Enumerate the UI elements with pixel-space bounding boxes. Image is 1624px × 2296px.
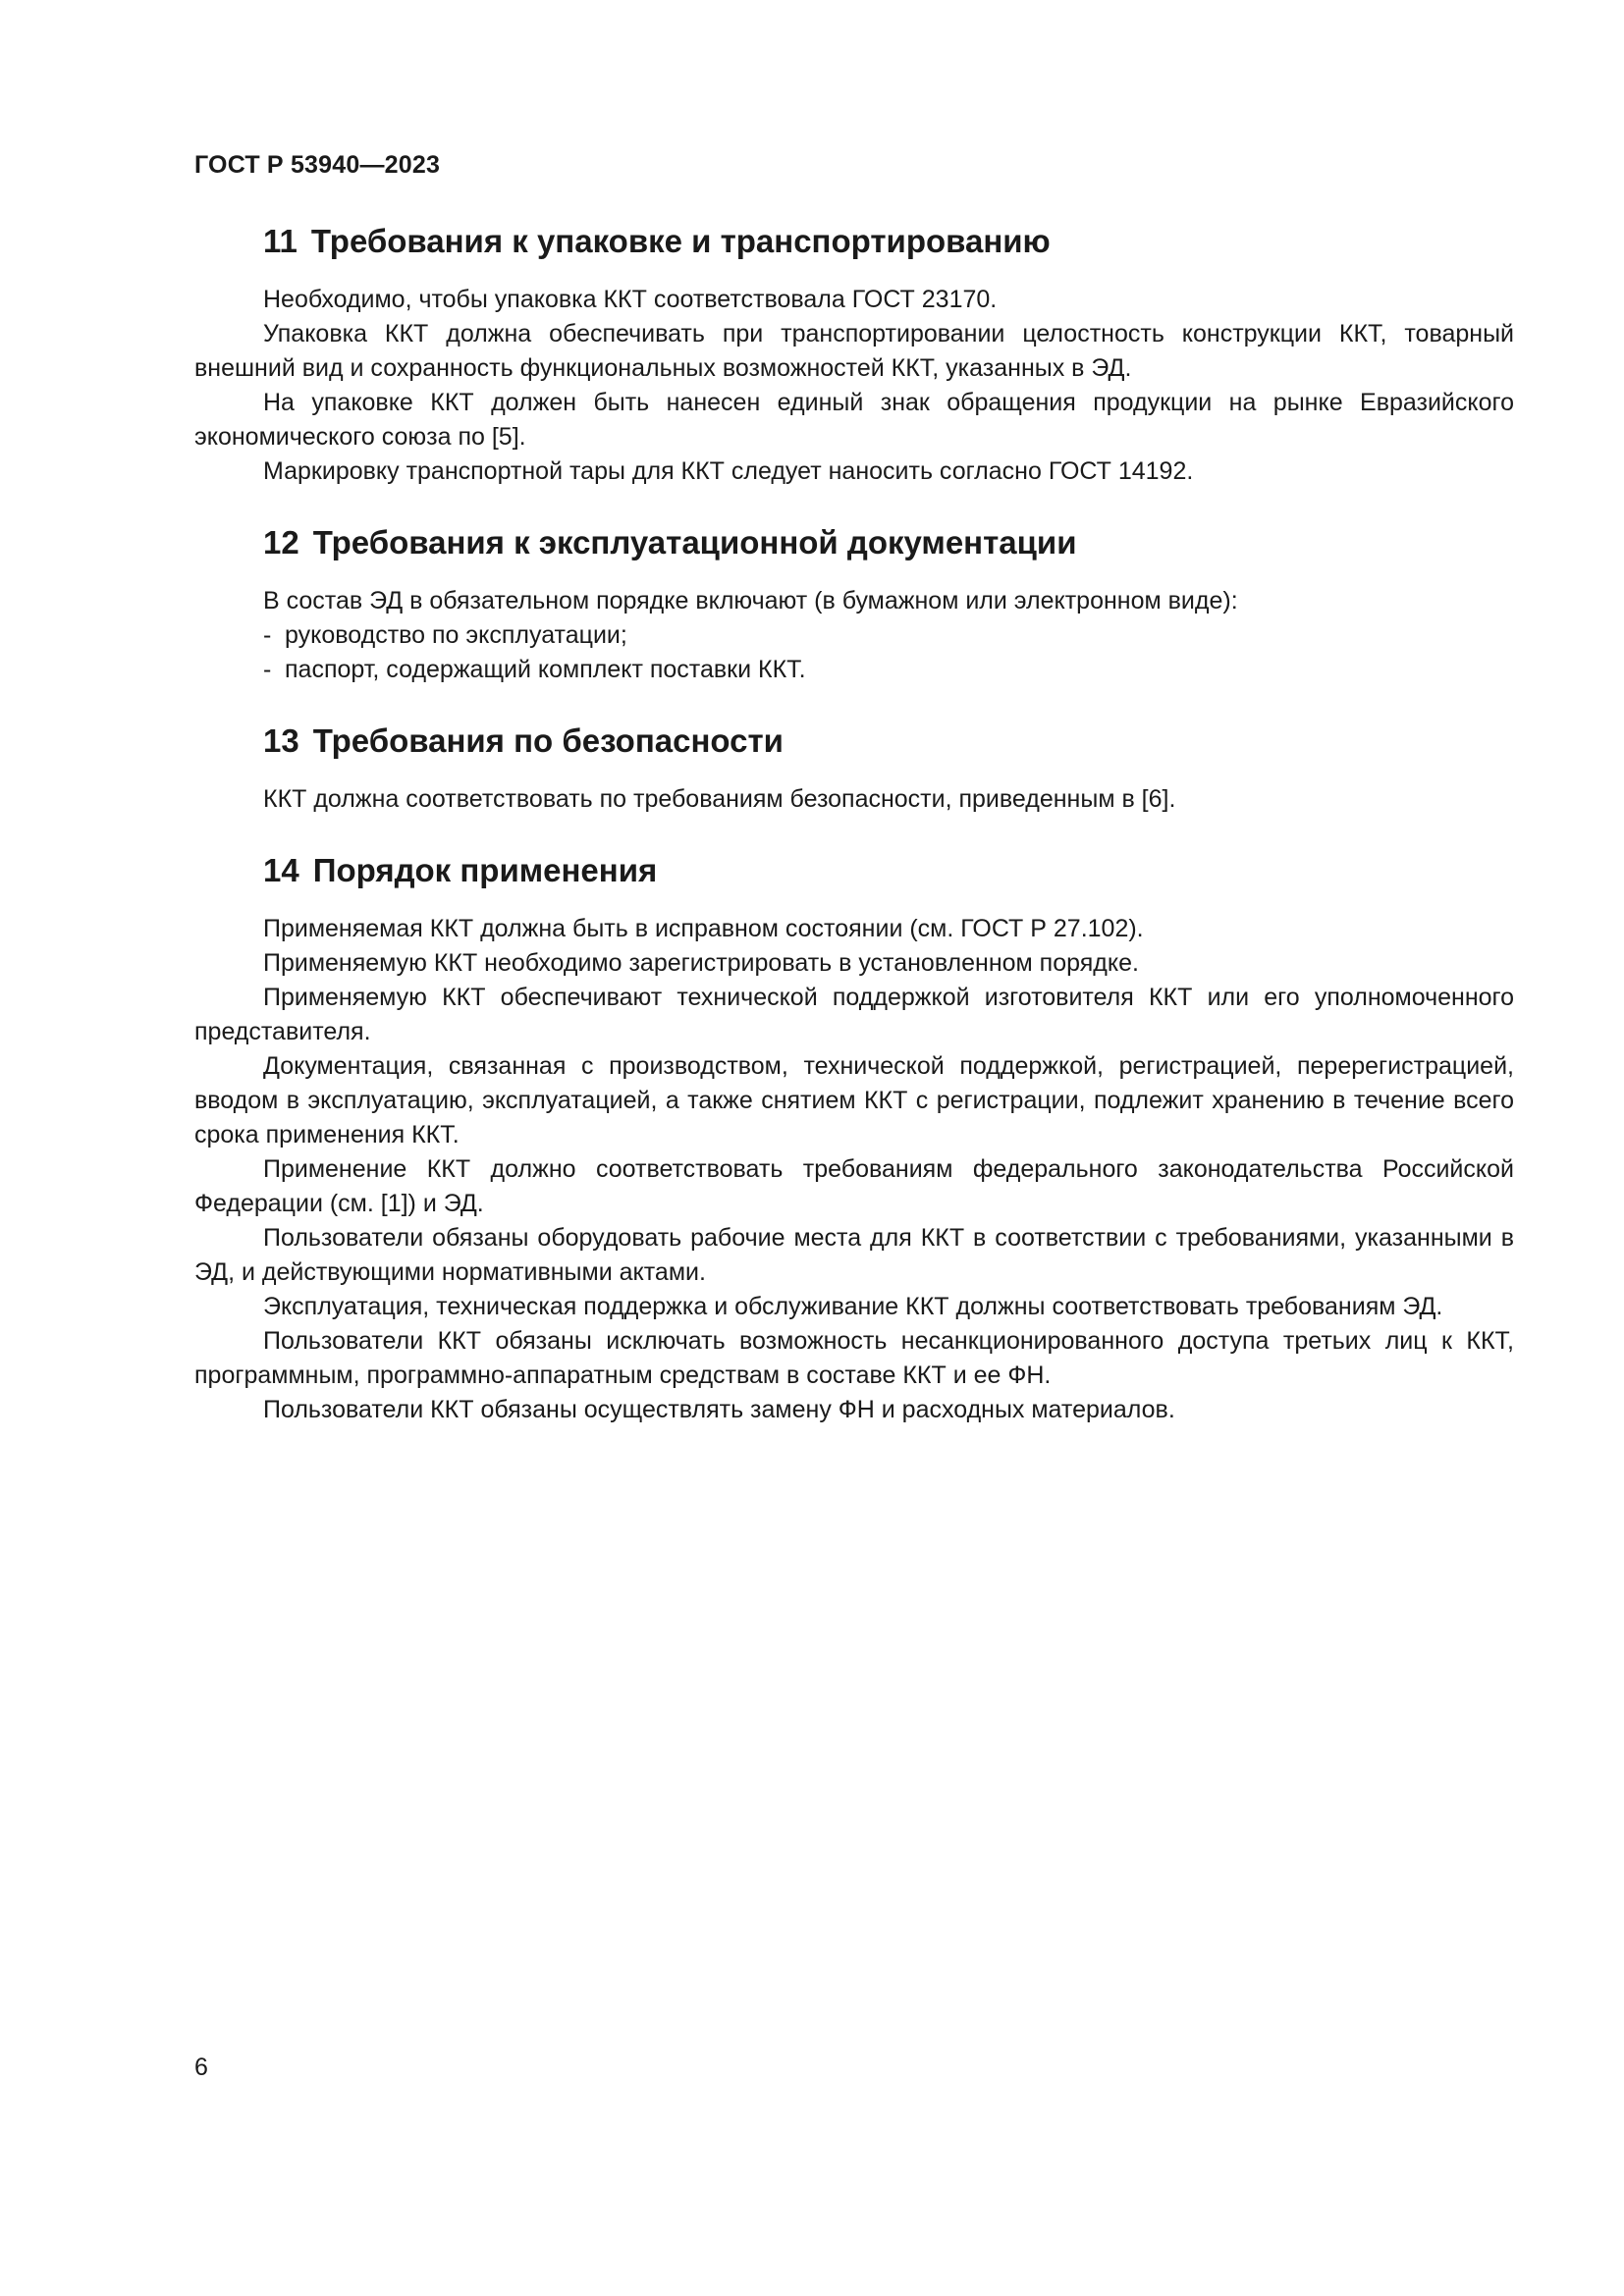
paragraph: Упаковка ККТ должна обеспечивать при транспортировании целостность конструкции ККТ, товарный внешний вид и сохранность функциональных возможностей ККТ, указанных в ЭД. — [194, 320, 1514, 382]
section-12 — [194, 523, 1514, 687]
section-title: Порядок применения — [312, 852, 658, 888]
paragraph: Маркировку транспортной тары для ККТ следует наносить согласно ГОСТ 14192. — [263, 457, 1194, 485]
list-item — [263, 618, 1514, 653]
list-marker: - — [263, 621, 272, 649]
paragraph: Пользователи обязаны оборудовать рабочие места для ККТ в соответствии с требованиями, указанными в ЭД, и действующими нормативными актами. — [194, 1224, 1514, 1286]
section-heading — [263, 851, 1514, 890]
section-title: Требования по безопасности — [312, 722, 784, 759]
list-item — [263, 653, 1514, 687]
paragraph: Применяемую ККТ необходимо зарегистрировать в установленном порядке. — [263, 949, 1139, 977]
section-title: Требования к эксплуатационной документации — [312, 524, 1077, 561]
paragraph: Эксплуатация, техническая поддержка и обслуживание ККТ должны соответствовать требованиям ЭД. — [263, 1293, 1443, 1320]
paragraph: Применяемую ККТ обеспечивают технической поддержкой изготовителя ККТ или его уполномоченного представителя. — [194, 984, 1514, 1045]
section-14 — [194, 851, 1514, 1427]
paragraph: Необходимо, чтобы упаковка ККТ соответствовала ГОСТ 23170. — [263, 286, 998, 313]
section-title: Требования к упаковке и транспортированию — [310, 223, 1051, 259]
section-number: 13 — [263, 722, 299, 759]
paragraph: В состав ЭД в обязательном порядке включают (в бумажном или электронном виде): — [263, 587, 1238, 614]
paragraph: Применяемая ККТ должна быть в исправном состоянии (см. ГОСТ Р 27.102). — [263, 915, 1144, 942]
section-heading — [263, 222, 1514, 261]
list-item-text: паспорт, содержащий комплект поставки ККТ. — [285, 656, 806, 683]
paragraph: На упаковке ККТ должен быть нанесен единый знак обращения продукции на рынке Евразийского экономического союза по [5]. — [194, 389, 1514, 451]
document-body — [194, 222, 1514, 1462]
paragraph: Пользователи ККТ обязаны осуществлять замену ФН и расходных материалов. — [263, 1396, 1175, 1423]
paragraph: Документация, связанная с производством, технической поддержкой, регистрацией, перерегистрацией, вводом в эксплуатацию, эксплуатацией, а также снятием ККТ с регистрации, подлежит хранению в течение всего срока применения ККТ. — [194, 1052, 1514, 1148]
page-number: 6 — [194, 2054, 208, 2081]
section-number: 11 — [263, 223, 298, 259]
section-number: 14 — [263, 852, 299, 888]
section-13 — [194, 721, 1514, 817]
section-number: 12 — [263, 524, 299, 561]
section-11 — [194, 222, 1514, 489]
list-item-text: руководство по эксплуатации; — [285, 621, 627, 649]
paragraph: ККТ должна соответствовать по требованиям безопасности, приведенным в [6]. — [263, 785, 1176, 813]
paragraph: Пользователи ККТ обязаны исключать возможность несанкционированного доступа третьих лиц к ККТ, программным, программно-аппаратным средствам в составе ККТ и ее ФН. — [194, 1327, 1514, 1389]
section-heading — [263, 523, 1514, 562]
section-heading — [263, 721, 1514, 761]
list-marker: - — [263, 656, 272, 683]
document-running-header: ГОСТ Р 53940—2023 — [194, 151, 441, 179]
paragraph: Применение ККТ должно соответствовать требованиям федерального законодательства Российской Федерации (см. [1]) и ЭД. — [194, 1155, 1514, 1217]
